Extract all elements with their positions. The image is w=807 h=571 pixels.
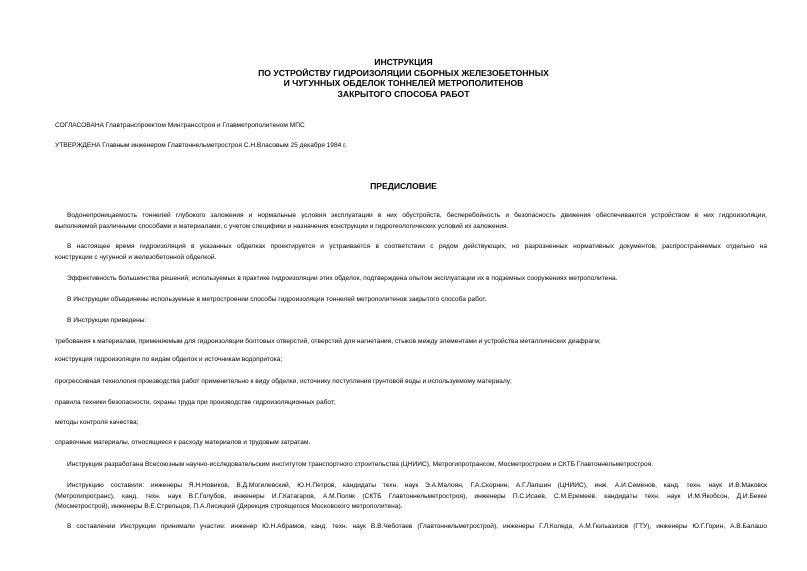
list-item: методы контроля качества; xyxy=(55,419,139,426)
document-title xyxy=(0,57,807,99)
paragraph-6: Инструкция разработана Всесоюзным научно-исследовательским институтом транспортного строительства (ЦНИИС), Метрогипротрансом, Мосметростроем и СКТБ Главтоннельметростроя. xyxy=(67,461,654,468)
list-item: конструкция гидроизоляции по видам обделок и источникам водопритока; xyxy=(55,356,283,363)
text-line: выполняемой различными способами и материалами, с учетом специфики и назначения конструкции и гидрогеологических условий их заложения. xyxy=(55,222,509,230)
list-item: требования к материалам, применяемым для гидроизоляции болтовых отверстий, отверстий для нагнетания, стыков между элементами и устройства металлических диафрагм; xyxy=(55,338,601,345)
title-line: ПО УСТРОЙСТВУ ГИДРОИЗОЛЯЦИИ СБОРНЫХ ЖЕЛЕЗОБЕТОННЫХ xyxy=(258,67,549,78)
approved-note: УТВЕРЖДЕНА Главным инженером Главтоннельметростроя С.Н.Власовым 25 декабря 1984 г. xyxy=(55,142,347,149)
paragraph-7 xyxy=(55,481,767,513)
text-line: В составлении Инструкции принимали участие: инженер Ю.Н.Абрамов, канд. техн. наук В.В.Чеботаев (Главтоннельметрострой), инженеры Г.Л.Коледа, А.М.Гюльазизов (ГТУ), инженеры Ю.Г.Горин, А.В.Балашо xyxy=(67,523,767,530)
text-line: Инструкцию составили: инженеры Я.Н.Новиков, В.Д.Могилевский, Ю.Н.Петров, кандидаты техн. наук Э.А.Малоян, Г.А.Скорнин, А.Г.Лапшин (ЦНИИС), инж. А.И.Семенов, канд. техн. наук И.В.Маковск xyxy=(67,482,767,489)
text-line: конструкции с чугунной и железобетонной обделкой. xyxy=(55,253,217,261)
title-line: И ЧУГУННЫХ ОБДЕЛОК ТОННЕЛЕЙ МЕТРОПОЛИТЕНОВ xyxy=(283,78,524,89)
preface-heading: ПРЕДИСЛОВИЕ xyxy=(370,181,437,191)
paragraph-8 xyxy=(55,522,767,533)
text-line: (Метрогипротранс), канд. техн. наук В.Г.Голубов, инженеры И.Г.Катагаров, А.М.Поляк (СКТБ Главтоннельметростроя), инженеры П.С.Исаев, С.М.Еремеев, кандидаты техн. наук И.М.Якобсон, Д.И.Бекке xyxy=(55,492,767,500)
paragraph-5: В Инструкции приведены: xyxy=(67,317,147,324)
list-item: прогрессивная технология производства работ применительно к виду обделки, источнику поступления грунтовой воды и используемому материалу; xyxy=(55,378,512,385)
list-item: правила техники безопасности, охраны труда при производстве гидроизоляционных работ; xyxy=(55,399,336,406)
text-line: Водонепроницаемость тоннелей глубокого заложения и нормальные условия эксплуатации в них обустройств, бесперебойность и безопасность движения обеспечиваются устройством в них гидроизоляции, xyxy=(67,212,767,219)
paragraph-4: В Инструкции объединены используемые в метростроении способы гидроизоляции тоннелей метрополитенов закрытого способа работ. xyxy=(67,296,487,303)
list-item: справочные материалы, относящиеся к расходу материалов и трудовым затратам. xyxy=(55,439,311,446)
text-line: (Мосметрострой), инженеры В.Е.Стрельцов, П.А.Лисицкий (Дирекция строящегося Московского метрополитена). xyxy=(55,503,403,510)
paragraph-1 xyxy=(55,211,767,232)
paragraph-3: Эффективность большинства решений, используемых в практике гидроизоляции этих обделок, подтверждена опытом эксплуатации их в подземных сооружениях метрополитена. xyxy=(67,275,618,282)
agreed-note: СОГЛАСОВАНА Главтранспроектом Минтрансстроя и Главметрополитеном МПС xyxy=(55,122,305,129)
title-line: ЗАКРЫТОГО СПОСОБА РАБОТ xyxy=(337,88,470,99)
paragraph-2 xyxy=(55,242,767,263)
title-line: ИНСТРУКЦИЯ xyxy=(374,57,433,67)
text-line: В настоящее время гидроизоляция в указанных обделках проектируется и устраивается в соответствии с рядом действующих, но разрозненных нормативных документов, распространяемых отдельно на xyxy=(67,243,767,250)
